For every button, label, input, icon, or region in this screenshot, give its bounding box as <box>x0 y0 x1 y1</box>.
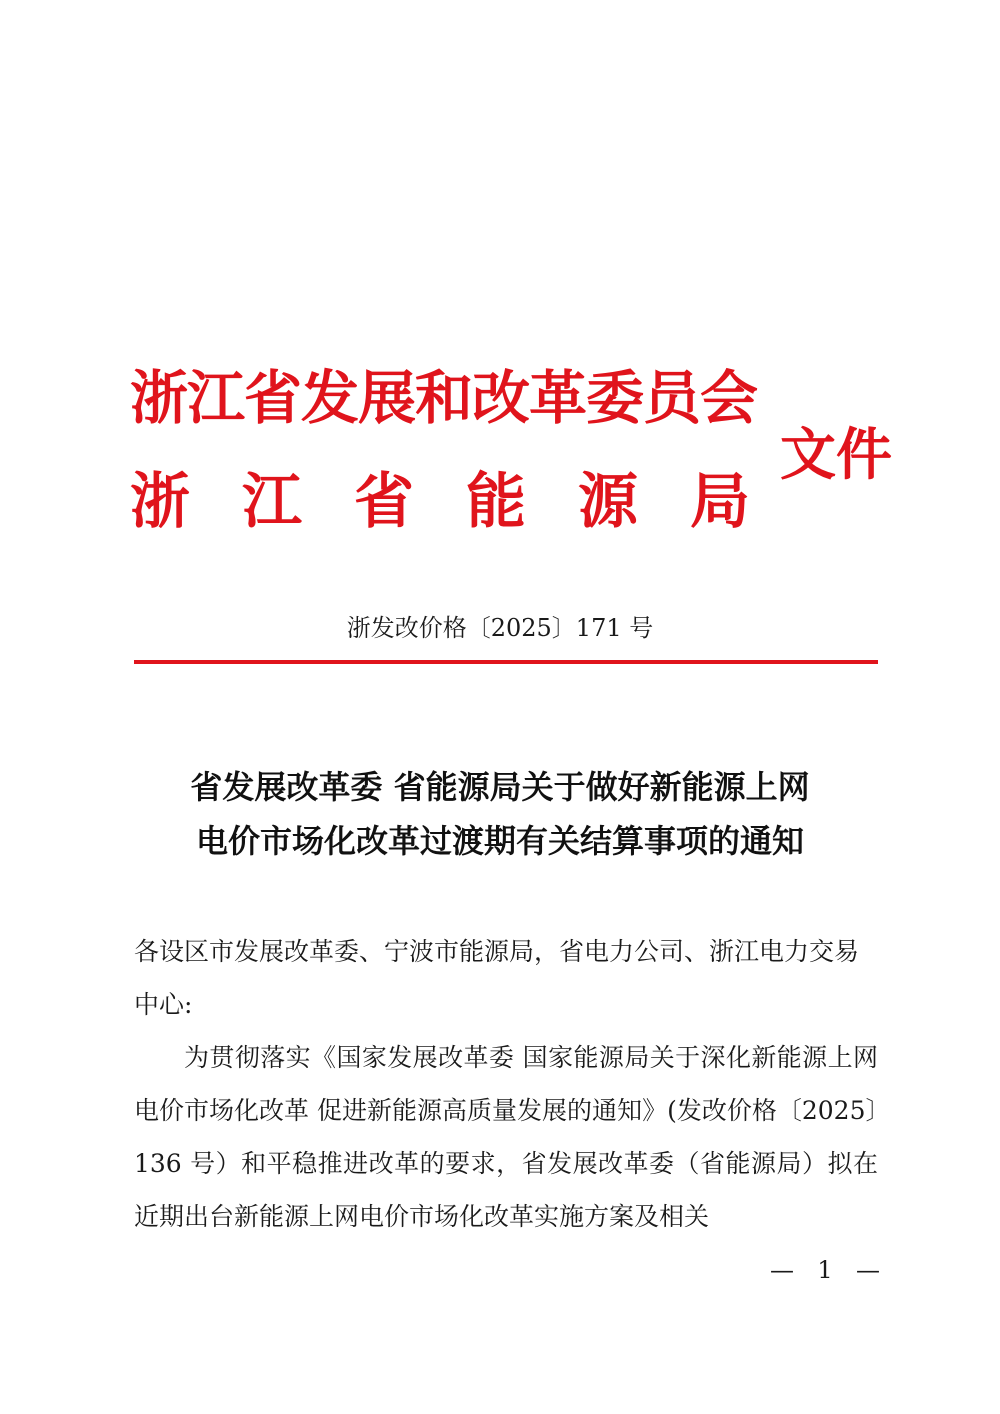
title-line: 省发展改革委 省能源局关于做好新能源上网 <box>190 768 810 806</box>
title-line: 电价市场化改革过渡期有关结算事项的通知 <box>195 822 804 860</box>
issuer-char: 局 <box>690 467 750 537</box>
document-title <box>120 760 880 868</box>
page-dash-right: — <box>856 1256 880 1284</box>
addressee: 各设区市发展改革委、宁波市能源局，省电力公司、浙江电力交易中心: <box>134 937 860 1019</box>
issuer-energy-bureau <box>130 462 750 542</box>
issuer-char: 省 <box>354 467 414 537</box>
issuer-char: 浙 <box>130 467 190 537</box>
issuer-char: 江 <box>242 467 302 537</box>
body-paragraph: 为贯彻落实《国家发展改革委 国家能源局关于深化新能源上网电价市场化改革 促进新能源高质量发展的通知》(发改价格〔2025〕136 号）和平稳推进改革的要求，省发展改革委（省能源局）拟在近期出台新能源上网电价市场化改革实施方案及相关 <box>134 1043 878 1231</box>
page-number <box>770 1250 880 1290</box>
page-dash-left: — <box>770 1256 794 1284</box>
document-suffix: 文件 <box>780 422 892 488</box>
red-divider <box>134 660 878 664</box>
document-number: 浙发改价格〔2025〕171 号 <box>346 614 654 642</box>
issuer-ndrc: 浙江省发展和改革委员会 <box>130 364 758 432</box>
issuer-char: 能 <box>466 467 526 537</box>
issuer-char: 源 <box>578 467 638 537</box>
page-number-value: 1 <box>817 1256 833 1284</box>
